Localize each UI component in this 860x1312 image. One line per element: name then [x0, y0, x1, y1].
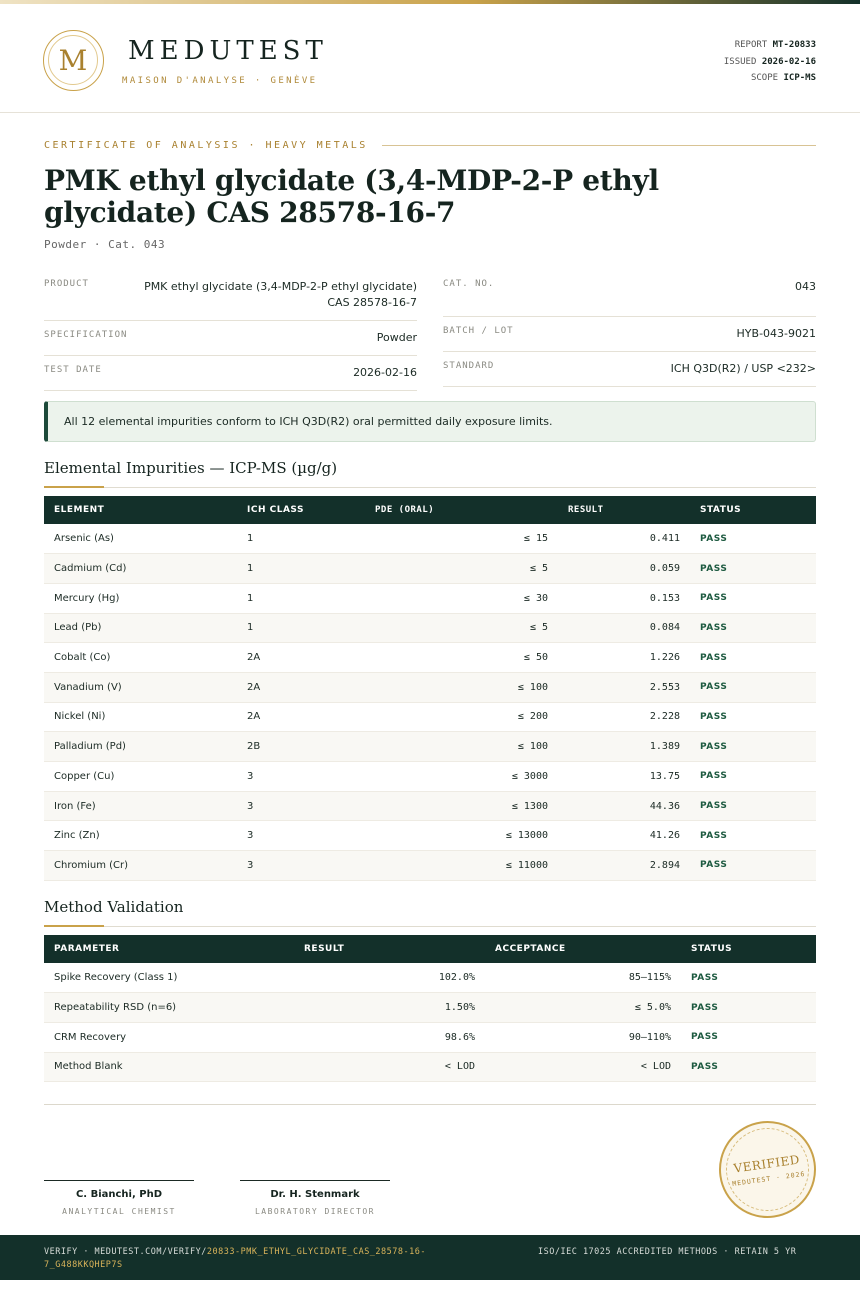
scope-value: ICP-MS: [783, 73, 816, 83]
info-value: HYB-043-9021: [736, 327, 816, 340]
table-row: [44, 583, 816, 613]
brand-logo: [43, 30, 104, 91]
info-value: 2026-02-16: [353, 366, 417, 379]
validation-section-head: [44, 898, 816, 927]
info-row-standard: [443, 352, 816, 387]
result-cell: 2.894: [558, 851, 690, 881]
status-cell: PASS: [690, 643, 816, 673]
parameter-cell: Spike Recovery (Class 1): [44, 963, 294, 993]
table-row: [44, 672, 816, 702]
result-cell: 41.26: [558, 821, 690, 851]
status-cell: PASS: [681, 1052, 816, 1082]
element-cell: Palladium (Pd): [44, 732, 237, 762]
table-header-row: [44, 935, 816, 963]
info-value: Powder: [376, 331, 417, 344]
table-row: [44, 1052, 816, 1082]
validation-title: Method Validation: [44, 898, 184, 916]
pde-cell: ≤ 11000: [365, 851, 558, 881]
result-cell: 102.0%: [294, 963, 485, 993]
validation-body: [44, 963, 816, 1082]
ich-class-cell: 3: [237, 791, 365, 821]
element-cell: Cadmium (Cd): [44, 554, 237, 584]
ich-class-cell: 1: [237, 613, 365, 643]
ich-class-cell: 2A: [237, 643, 365, 673]
status-cell: PASS: [690, 613, 816, 643]
pde-cell: ≤ 13000: [365, 821, 558, 851]
signatory-name: C. Bianchi, PhD: [75, 1189, 163, 1200]
logo-monogram: M: [48, 35, 98, 85]
seal-subtext: MEDUTEST · 2026: [731, 1169, 806, 1188]
seal-text: VERIFIED: [732, 1152, 801, 1176]
product-subtitle: Powder · Cat. 043: [44, 238, 166, 251]
pde-cell: ≤ 5: [365, 613, 558, 643]
verify-link[interactable]: 20833-PMK_ETHYL_GLYCIDATE_CAS_28578-16-7_G488KKQHEP7S: [44, 1247, 426, 1270]
col-val-status: STATUS: [681, 935, 816, 963]
acceptance-cell: 85–115%: [485, 963, 681, 993]
info-label: TEST DATE: [44, 365, 102, 375]
element-cell: Zinc (Zn): [44, 821, 237, 851]
table-row: [44, 732, 816, 762]
info-value: PMK ethyl glycidate (3,4-MDP-2-P ethyl glycidate) CAS 28578-16-7: [144, 280, 417, 309]
result-cell: 1.389: [558, 732, 690, 762]
result-cell: 13.75: [558, 762, 690, 792]
report-number: MT-20833: [772, 40, 816, 50]
impurities-table: [44, 496, 816, 881]
table-row: [44, 702, 816, 732]
info-grid-right: [443, 270, 816, 387]
report-meta: [724, 37, 816, 87]
info-value: ICH Q3D(R2) / USP <232>: [670, 362, 816, 375]
status-cell: PASS: [690, 702, 816, 732]
info-row-product: [44, 270, 417, 321]
pde-cell: ≤ 100: [365, 672, 558, 702]
brand-tagline: MAISON D'ANALYSE · GENÈVE: [122, 76, 318, 86]
status-cell: PASS: [690, 762, 816, 792]
signatory-role: ANALYTICAL CHEMIST: [62, 1207, 176, 1216]
accreditation-note: ISO/IEC 17025 ACCREDITED METHODS · RETAIN 5 YR: [538, 1247, 797, 1257]
info-row-cat-no: [443, 270, 816, 317]
section-rule: [44, 926, 816, 927]
result-cell: 2.228: [558, 702, 690, 732]
element-cell: Cobalt (Co): [44, 643, 237, 673]
ich-class-cell: 3: [237, 762, 365, 792]
parameter-cell: Repeatability RSD (n=6): [44, 993, 294, 1023]
info-label: CAT. NO.: [443, 279, 495, 289]
element-cell: Nickel (Ni): [44, 702, 237, 732]
acceptance-cell: ≤ 5.0%: [485, 993, 681, 1023]
ich-class-cell: 3: [237, 851, 365, 881]
info-label: STANDARD: [443, 361, 495, 371]
status-cell: PASS: [690, 672, 816, 702]
issued-date: 2026-02-16: [761, 56, 816, 67]
table-row: [44, 993, 816, 1023]
pde-cell: ≤ 50: [365, 643, 558, 673]
signatory-role: LABORATORY DIRECTOR: [254, 1207, 375, 1216]
signature-block: [240, 1180, 390, 1216]
ich-class-cell: 3: [237, 821, 365, 851]
status-cell: PASS: [681, 963, 816, 993]
col-element: ELEMENT: [44, 496, 237, 524]
certificate-eyebrow: [44, 139, 816, 151]
pde-cell: ≤ 3000: [365, 762, 558, 792]
verified-seal: [713, 1115, 823, 1225]
acceptance-cell: 90–110%: [485, 1022, 681, 1052]
result-cell: 1.50%: [294, 993, 485, 1023]
pde-cell: ≤ 30: [365, 583, 558, 613]
element-cell: Chromium (Cr): [44, 851, 237, 881]
element-cell: Copper (Cu): [44, 762, 237, 792]
status-cell: PASS: [681, 993, 816, 1023]
info-grid-left: [44, 270, 417, 391]
info-label: BATCH / LOT: [443, 326, 514, 336]
parameter-cell: CRM Recovery: [44, 1022, 294, 1052]
result-cell: 0.153: [558, 583, 690, 613]
element-cell: Arsenic (As): [44, 524, 237, 554]
signatory-name: Dr. H. Stenmark: [270, 1189, 360, 1200]
pde-cell: ≤ 100: [365, 732, 558, 762]
impurities-title: Elemental Impurities — ICP-MS (µg/g): [44, 459, 338, 477]
table-row: [44, 963, 816, 993]
section-rule: [44, 487, 816, 488]
col-acceptance: ACCEPTANCE: [485, 935, 681, 963]
col-status: STATUS: [690, 496, 816, 524]
result-cell: 2.553: [558, 672, 690, 702]
status-cell: PASS: [690, 583, 816, 613]
result-cell: 98.6%: [294, 1022, 485, 1052]
table-row: [44, 643, 816, 673]
element-cell: Vanadium (V): [44, 672, 237, 702]
status-cell: PASS: [690, 524, 816, 554]
pde-cell: ≤ 5: [365, 554, 558, 584]
table-row: [44, 1022, 816, 1052]
ich-class-cell: 2A: [237, 672, 365, 702]
table-row: [44, 851, 816, 881]
signature-block: [44, 1180, 194, 1216]
col-pde: PDE (ORAL): [365, 496, 558, 524]
status-cell: PASS: [690, 821, 816, 851]
product-title: PMK ethyl glycidate (3,4-MDP-2-P ethyl glycidate) CAS 28578-16-7: [44, 164, 659, 229]
report-label: REPORT: [734, 40, 768, 50]
ich-class-cell: 1: [237, 524, 365, 554]
col-val-result: RESULT: [294, 935, 485, 963]
acceptance-cell: < LOD: [485, 1052, 681, 1082]
status-cell: PASS: [690, 554, 816, 584]
status-cell: PASS: [681, 1022, 816, 1052]
info-row-test-date: [44, 356, 417, 391]
impurities-section-head: [44, 459, 816, 488]
scope-label: SCOPE: [750, 73, 779, 83]
ich-class-cell: 2A: [237, 702, 365, 732]
pde-cell: ≤ 200: [365, 702, 558, 732]
table-row: [44, 613, 816, 643]
verify-line: [44, 1246, 484, 1271]
table-row: [44, 554, 816, 584]
ich-class-cell: 2B: [237, 732, 365, 762]
table-row: [44, 524, 816, 554]
signature-divider: [44, 1104, 816, 1105]
conformance-notice: All 12 elemental impurities conform to ICH Q3D(R2) oral permitted daily exposure limits.: [44, 401, 816, 442]
info-row-specification: [44, 321, 417, 356]
col-parameter: PARAMETER: [44, 935, 294, 963]
ich-class-cell: 1: [237, 554, 365, 584]
info-label: PRODUCT: [44, 279, 89, 289]
brand-name: MEDUTEST: [128, 36, 328, 66]
result-cell: 44.36: [558, 791, 690, 821]
info-row-batch: [443, 317, 816, 352]
eyebrow-rule: [382, 145, 816, 146]
validation-table: [44, 935, 816, 1082]
element-cell: Lead (Pb): [44, 613, 237, 643]
eyebrow-text: CERTIFICATE OF ANALYSIS · HEAVY METALS: [44, 139, 368, 151]
parameter-cell: Method Blank: [44, 1052, 294, 1082]
verify-prefix: VERIFY · MEDUTEST.COM/VERIFY/: [44, 1247, 207, 1257]
table-header-row: [44, 496, 816, 524]
status-cell: PASS: [690, 791, 816, 821]
report-header: [0, 4, 860, 113]
pde-cell: ≤ 1300: [365, 791, 558, 821]
table-row: [44, 791, 816, 821]
issued-label: ISSUED: [723, 56, 757, 67]
col-result: RESULT: [558, 496, 690, 524]
status-cell: PASS: [690, 851, 816, 881]
element-cell: Iron (Fe): [44, 791, 237, 821]
element-cell: Mercury (Hg): [44, 583, 237, 613]
status-cell: PASS: [690, 732, 816, 762]
result-cell: 1.226: [558, 643, 690, 673]
result-cell: 0.059: [558, 554, 690, 584]
ich-class-cell: 1: [237, 583, 365, 613]
impurities-body: [44, 524, 816, 880]
pde-cell: ≤ 15: [365, 524, 558, 554]
result-cell: 0.411: [558, 524, 690, 554]
col-ich-class: ICH CLASS: [237, 496, 365, 524]
result-cell: < LOD: [294, 1052, 485, 1082]
table-row: [44, 762, 816, 792]
report-footer: [0, 1235, 860, 1280]
table-row: [44, 821, 816, 851]
info-value: 043: [795, 280, 816, 293]
info-label: SPECIFICATION: [44, 330, 128, 340]
result-cell: 0.084: [558, 613, 690, 643]
